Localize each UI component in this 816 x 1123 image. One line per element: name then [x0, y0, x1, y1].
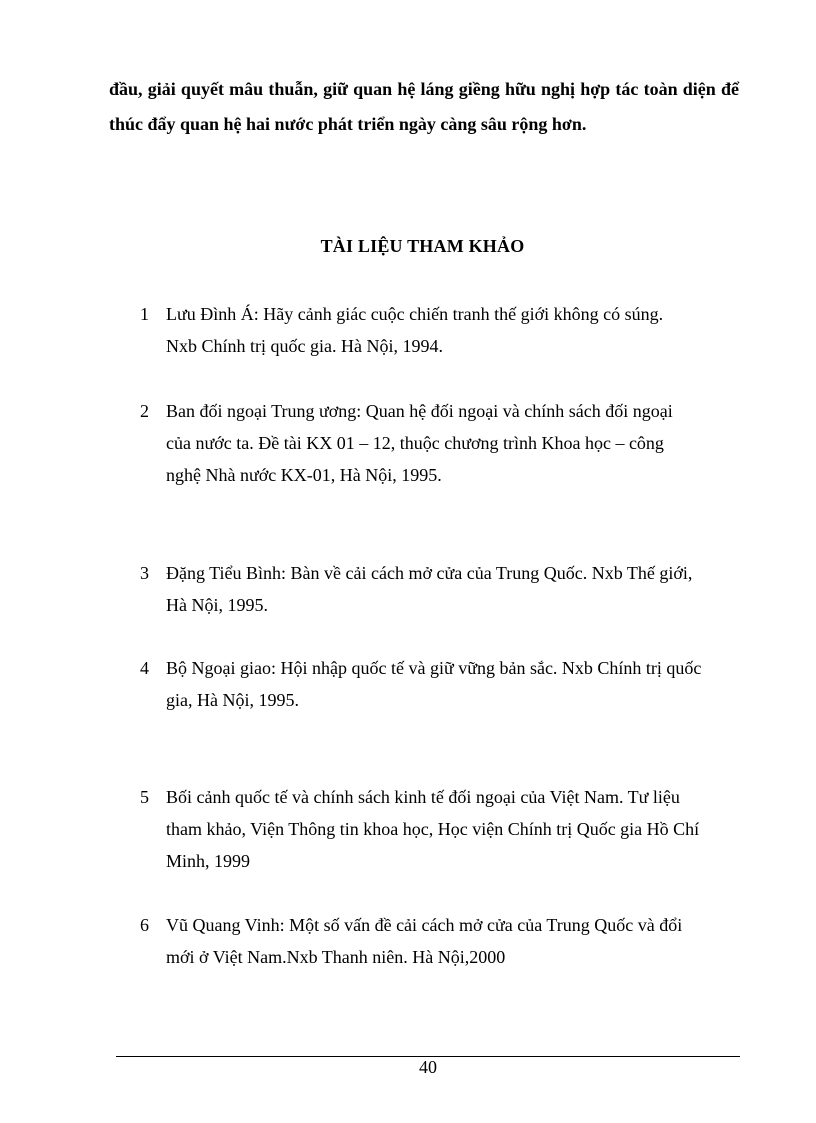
reference-line: của nước ta. Đề tài KX 01 – 12, thuộc chương trình Khoa học – công: [166, 433, 664, 453]
reference-text: [166, 652, 740, 716]
reference-text: [166, 557, 740, 621]
reference-line: gia, Hà Nội, 1995.: [166, 690, 299, 710]
references-heading: TÀI LIỆU THAM KHẢO: [320, 236, 525, 256]
intro-line: thúc đẩy quan hệ hai nước phát triển ngày càng sâu rộng hơn.: [109, 114, 587, 134]
reference-item: [140, 298, 740, 362]
reference-text: [166, 781, 740, 877]
reference-text: [166, 298, 740, 362]
reference-number: 3: [140, 563, 149, 583]
reference-line: Bộ Ngoại giao: Hội nhập quốc tế và giữ vững bản sắc. Nxb Chính trị quốc: [166, 658, 702, 678]
page-number: 40: [419, 1057, 437, 1077]
reference-item: [140, 909, 740, 973]
reference-line: Minh, 1999: [166, 851, 251, 871]
reference-item: [140, 557, 740, 621]
reference-text: [166, 909, 740, 973]
reference-number: 5: [140, 787, 149, 807]
intro-paragraph: [109, 72, 739, 142]
reference-number: 6: [140, 915, 149, 935]
reference-line: Vũ Quang Vinh: Một số vấn đề cải cách mở cửa của Trung Quốc và đổi: [166, 915, 683, 935]
reference-line: Hà Nội, 1995.: [166, 595, 268, 615]
reference-line: Bối cảnh quốc tế và chính sách kinh tế đối ngoại của Việt Nam. Tư liệu: [166, 787, 680, 807]
reference-line: mới ở Việt Nam.Nxb Thanh niên. Hà Nội,2000: [166, 947, 506, 967]
reference-line: tham khảo, Viện Thông tin khoa học, Học viện Chính trị Quốc gia Hồ Chí: [166, 819, 700, 839]
reference-number: 2: [140, 401, 149, 421]
reference-line: Nxb Chính trị quốc gia. Hà Nội, 1994.: [166, 336, 443, 356]
reference-item: [140, 652, 740, 716]
reference-number: 1: [140, 304, 149, 324]
reference-item: [140, 395, 740, 491]
reference-text: [166, 395, 740, 491]
reference-line: Lưu Đình Á: Hãy cảnh giác cuộc chiến tranh thế giới không có súng.: [166, 304, 664, 324]
reference-line: nghệ Nhà nước KX-01, Hà Nội, 1995.: [166, 465, 442, 485]
reference-line: Đặng Tiểu Bình: Bàn về cải cách mở cửa của Trung Quốc. Nxb Thế giới,: [166, 563, 693, 583]
reference-item: [140, 781, 740, 877]
intro-line: đầu, giải quyết mâu thuẫn, giữ quan hệ láng giềng hữu nghị hợp tác toàn diện để: [109, 79, 739, 99]
reference-number: 4: [140, 658, 149, 678]
reference-line: Ban đối ngoại Trung ương: Quan hệ đối ngoại và chính sách đối ngoại: [166, 401, 673, 421]
